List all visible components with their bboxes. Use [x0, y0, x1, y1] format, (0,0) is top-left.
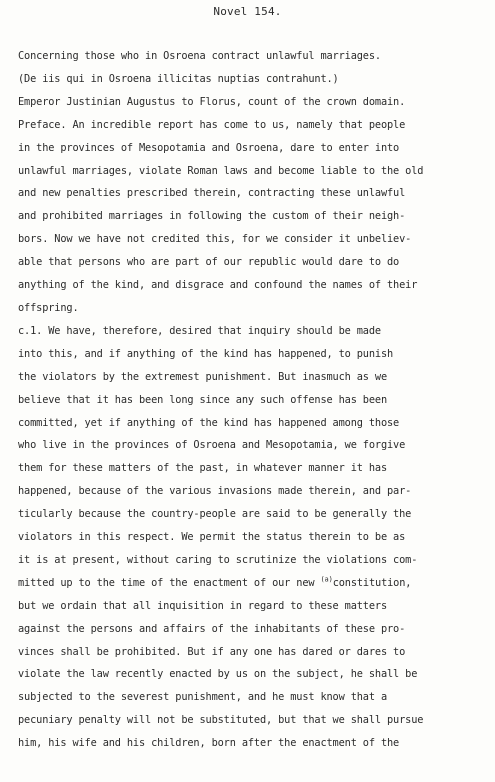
- text-line: violators in this respect. We permit the status therein to be as: [18, 531, 406, 544]
- text-line: who live in the provinces of Osroena and Mesopotamia, we forgive: [18, 439, 406, 452]
- text-line: (De iis qui in Osroena illicitas nuptias contrahunt.): [18, 72, 339, 85]
- text-line: pecuniary penalty will not be substituted, but that we shall pursue: [18, 714, 424, 727]
- text-line: it is at present, without caring to scrutinize the violations com-: [18, 553, 418, 566]
- text-line: c.1. We have, therefore, desired that inquiry should be made: [18, 324, 381, 337]
- text-line: but we ordain that all inquisition in regard to these matters: [18, 599, 388, 612]
- text-line: against the persons and affairs of the inhabitants of these pro-: [18, 622, 406, 635]
- text-line: Emperor Justinian Augustus to Florus, count of the crown domain.: [18, 95, 406, 108]
- text-line: believe that it has been long since any such offense has been: [18, 393, 388, 406]
- text-line: Concerning those who in Osroena contract unlawful marriages.: [18, 50, 381, 62]
- text-line: anything of the kind, and disgrace and confound the names of their: [18, 279, 418, 292]
- text-line: subjected to the severest punishment, and he must know that a: [18, 691, 388, 704]
- text-line: into this, and if anything of the kind has happened, to punish: [18, 347, 394, 360]
- text-line: Preface. An incredible report has come to us, namely that people: [18, 118, 406, 131]
- text-line: offspring.: [18, 301, 79, 314]
- text-line: bors. Now we have not credited this, for we consider it unbeliev-: [18, 233, 412, 246]
- text-line: the violators by the extremest punishment. But inasmuch as we: [18, 370, 388, 383]
- text-line: them for these matters of the past, in whatever manner it has: [18, 462, 388, 475]
- text-line: and new penalties prescribed therein, contracting these unlawful: [18, 187, 406, 200]
- text-line: unlawful marriages, violate Roman laws and become liable to the old: [18, 164, 424, 177]
- text-line: committed, yet if anything of the kind has happened among those: [18, 416, 400, 429]
- text-line-part: mitted up to the time of the enactment of our new: [18, 576, 315, 589]
- text-line: vinces shall be prohibited. But if any one has dared or dares to: [18, 645, 406, 658]
- text-line: in the provinces of Mesopotamia and Osroena, dare to enter into: [18, 141, 400, 154]
- page-title: Novel 154.: [213, 5, 282, 18]
- footnote-marker: (a): [320, 575, 333, 584]
- text-line-part: constitution,: [332, 576, 412, 589]
- text-line: [18, 572, 488, 595]
- text-line: violate the law recently enacted by us on the subject, he shall be: [18, 668, 418, 681]
- text-line: ticularly because the country-people are said to be generally the: [18, 508, 412, 521]
- text-line: him, his wife and his children, born after the enactment of the: [18, 737, 400, 750]
- text-line: able that persons who are part of our republic would dare to do: [18, 256, 400, 269]
- text-line: happened, because of the various invasions made therein, and par-: [18, 485, 412, 498]
- text-line: and prohibited marriages in following the custom of their neigh-: [18, 210, 406, 223]
